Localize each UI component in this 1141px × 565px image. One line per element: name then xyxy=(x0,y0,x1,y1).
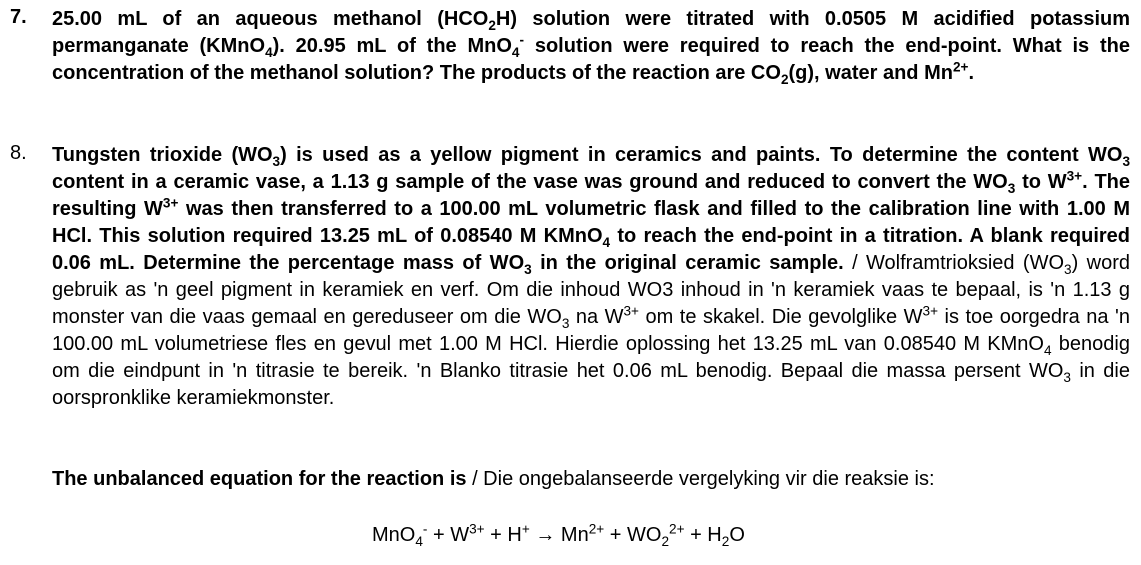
equation-label: The unbalanced equation for the reaction is / Die ongebalanseerde vergelyking vir die reaksie is: xyxy=(52,468,935,490)
question-8 xyxy=(10,142,1130,412)
question-number: 7. xyxy=(10,6,27,28)
question-text: Tungsten trioxide $(WO_3)$ is used as a yellow pigment in ceramics and paints. To determine the content $WO_3$ content in a ceramic vase, a 1.13 g sample of the vase was ground and reduced to convert the $WO_3$ to $W^{3+}$. The resulting $W^{3+}$ was then transferred to a 100.00 mL volumetric flask and filled to the calibration line with 1.00 M HCl. This solution required 13.25 mL of 0.08540 M KMnO$_4$ to reach the end-point in a titration. A blank required 0.06 mL. Determine the percentage mass of $WO_3$ in the original ceramic sample. / Wolframtrioksied $(WO_3)$ word gebruik as 'n geel pigment in keramiek en verf. Om die inhoud WO3 inhoud in 'n keramiek vaas te bepaal, is 'n 1.13 g monster van die vaas gemaal en gereduseer om die $WO_3$ na $W^{3+}$ om te skakel. Die gevolglike $W^{3+}$ is toe oorgedra na 'n 100.00 mL volumetriese fles en gevul met 1.00 M HCl. Hierdie oplossing het 13.25 mL van 0.08540 M KMnO$_4$ benodig om die eindpunt in 'n titrasie te bereik. 'n Blanko titrasie het 0.06 mL benodig. Bepaal die massa persent $WO_3$ in die oorspronklike keramiekmonster. xyxy=(52,144,1131,409)
question-number: 8. xyxy=(10,142,27,164)
question-7 xyxy=(10,6,1130,87)
reaction-equation: $MnO_4^- + W^{3+} + H^+ \to Mn^{2+} + WO_2^{2+} + H_2O$ xyxy=(372,521,745,549)
question-text: 25.00 mL of an aqueous methanol $(HCO_2H)$ solution were titrated with 0.0505 M acidified potassium permanganate (KMnO$_4$). 20.95 mL of the MnO$_4$- solution were required to reach the end-point. What is the concentration of the methanol solution? The products of the reaction are $CO_2(g)$, water and $Mn^{2+}$. xyxy=(52,8,1131,87)
